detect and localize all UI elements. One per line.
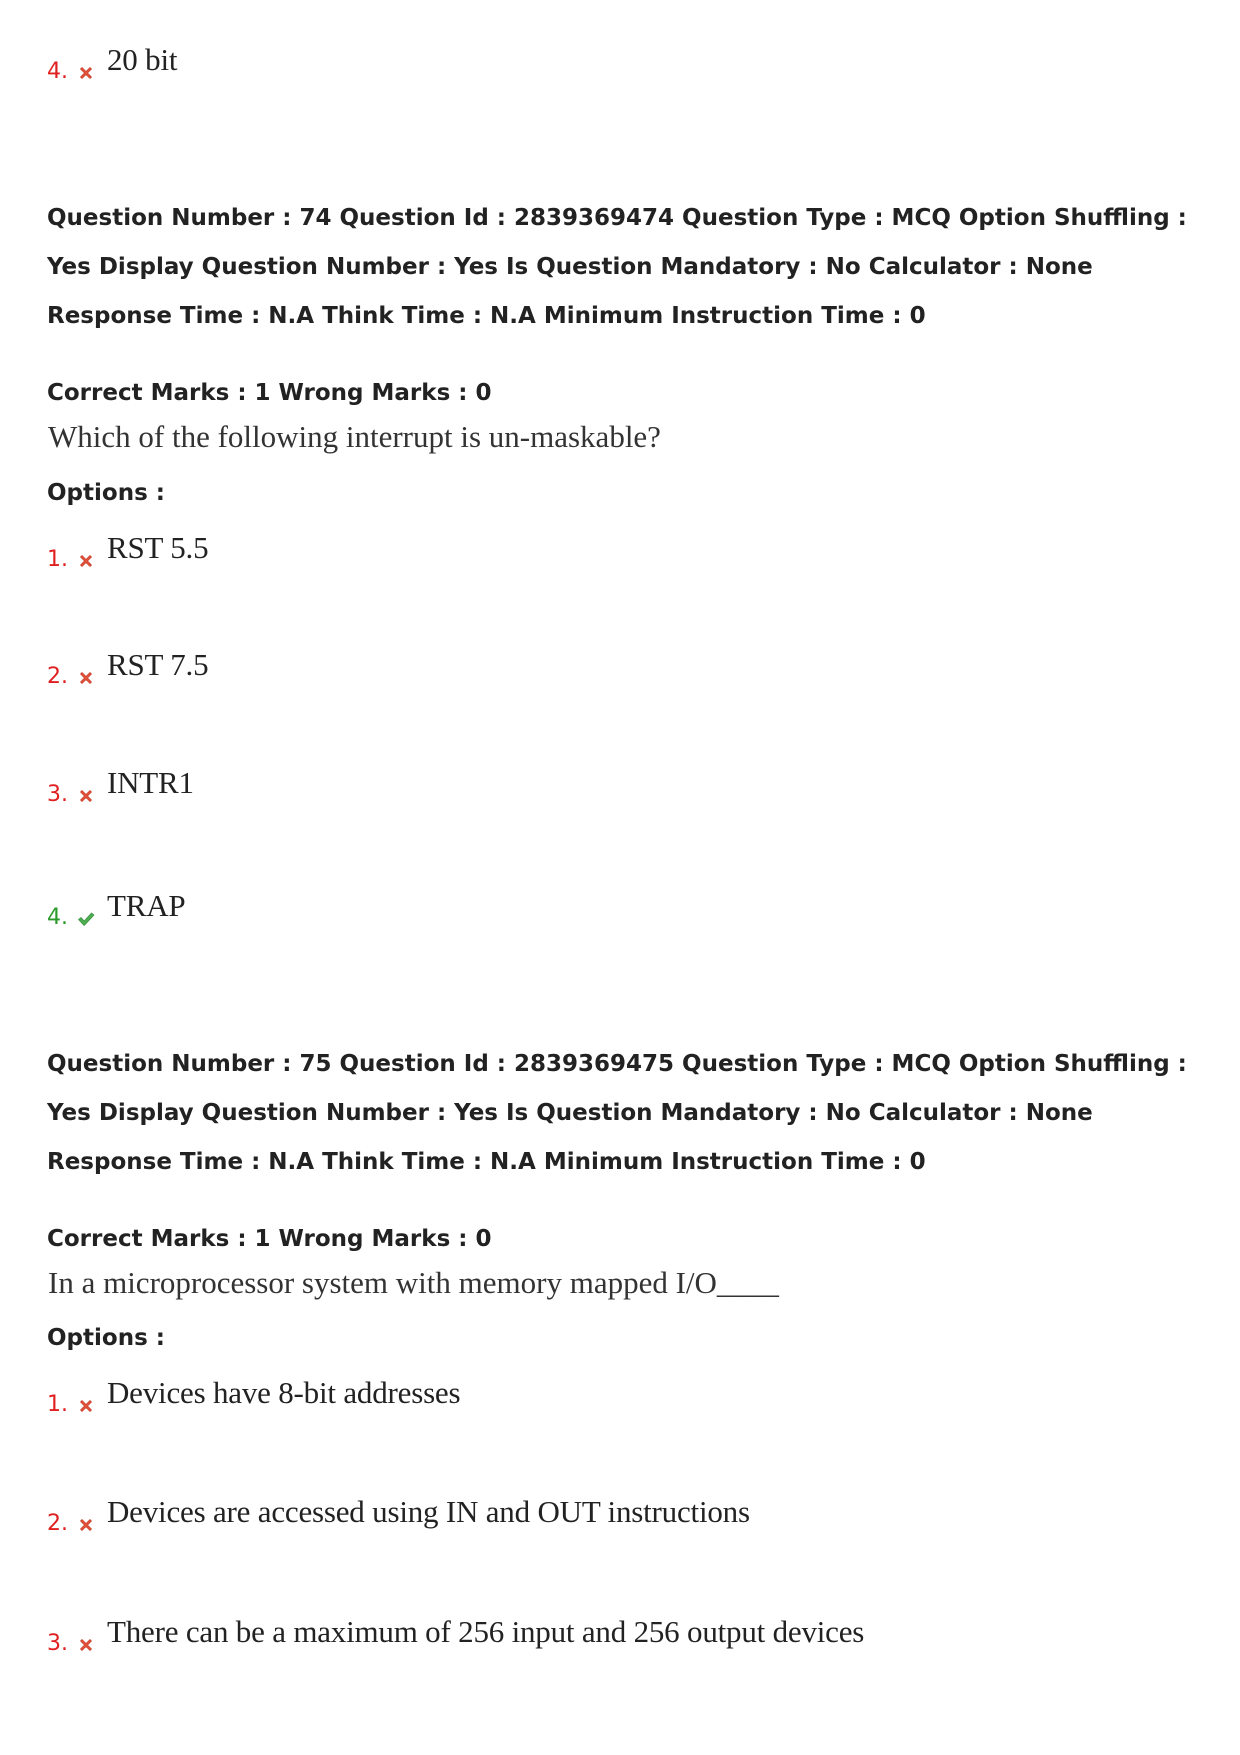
wrong-cross-icon	[77, 552, 95, 570]
option-number: 2.	[47, 1511, 68, 1536]
question-text: Which of the following interrupt is un-maskable?	[48, 419, 661, 454]
option-number: 3.	[47, 782, 68, 807]
wrong-cross-icon	[77, 1636, 95, 1654]
option-number: 4.	[47, 59, 68, 84]
option-number: 4.	[47, 905, 68, 930]
options-label: Options :	[47, 480, 165, 506]
wrong-cross-icon	[77, 787, 95, 805]
question-marks: Correct Marks : 1 Wrong Marks : 0	[47, 380, 492, 406]
wrong-cross-icon	[77, 669, 95, 687]
option-number: 3.	[47, 1631, 68, 1656]
correct-check-icon	[77, 910, 95, 928]
options-label: Options :	[47, 1325, 165, 1351]
question-marks: Correct Marks : 1 Wrong Marks : 0	[47, 1226, 492, 1252]
option-text: TRAP	[107, 888, 186, 923]
option-number: 1.	[47, 1392, 68, 1417]
option-text: Devices have 8-bit addresses	[107, 1375, 461, 1410]
option-text: INTR1	[107, 765, 194, 800]
wrong-cross-icon	[77, 64, 95, 82]
option-number: 1.	[47, 547, 68, 572]
wrong-cross-icon	[77, 1516, 95, 1534]
option-text: There can be a maximum of 256 input and 256 output devices	[107, 1614, 865, 1649]
option-text: RST 7.5	[107, 647, 209, 682]
wrong-cross-icon	[77, 1397, 95, 1415]
question-meta: Question Number : 75 Question Id : 2839369475 Question Type : MCQ Option Shuffling : Yes Display Question Number : Yes Is Question Mandatory : No Calculator : None Response Time : N.A Think Time : N.A Minimum Instruction Time : 0	[47, 1051, 1187, 1175]
option-text: 20 bit	[107, 42, 178, 77]
option-text: RST 5.5	[107, 530, 209, 565]
question-meta: Question Number : 74 Question Id : 2839369474 Question Type : MCQ Option Shuffling : Yes Display Question Number : Yes Is Question Mandatory : No Calculator : None Response Time : N.A Think Time : N.A Minimum Instruction Time : 0	[47, 205, 1187, 329]
option-number: 2.	[47, 664, 68, 689]
option-text: Devices are accessed using IN and OUT instructions	[107, 1494, 750, 1529]
question-text: In a microprocessor system with memory mapped I/O____	[48, 1265, 779, 1300]
